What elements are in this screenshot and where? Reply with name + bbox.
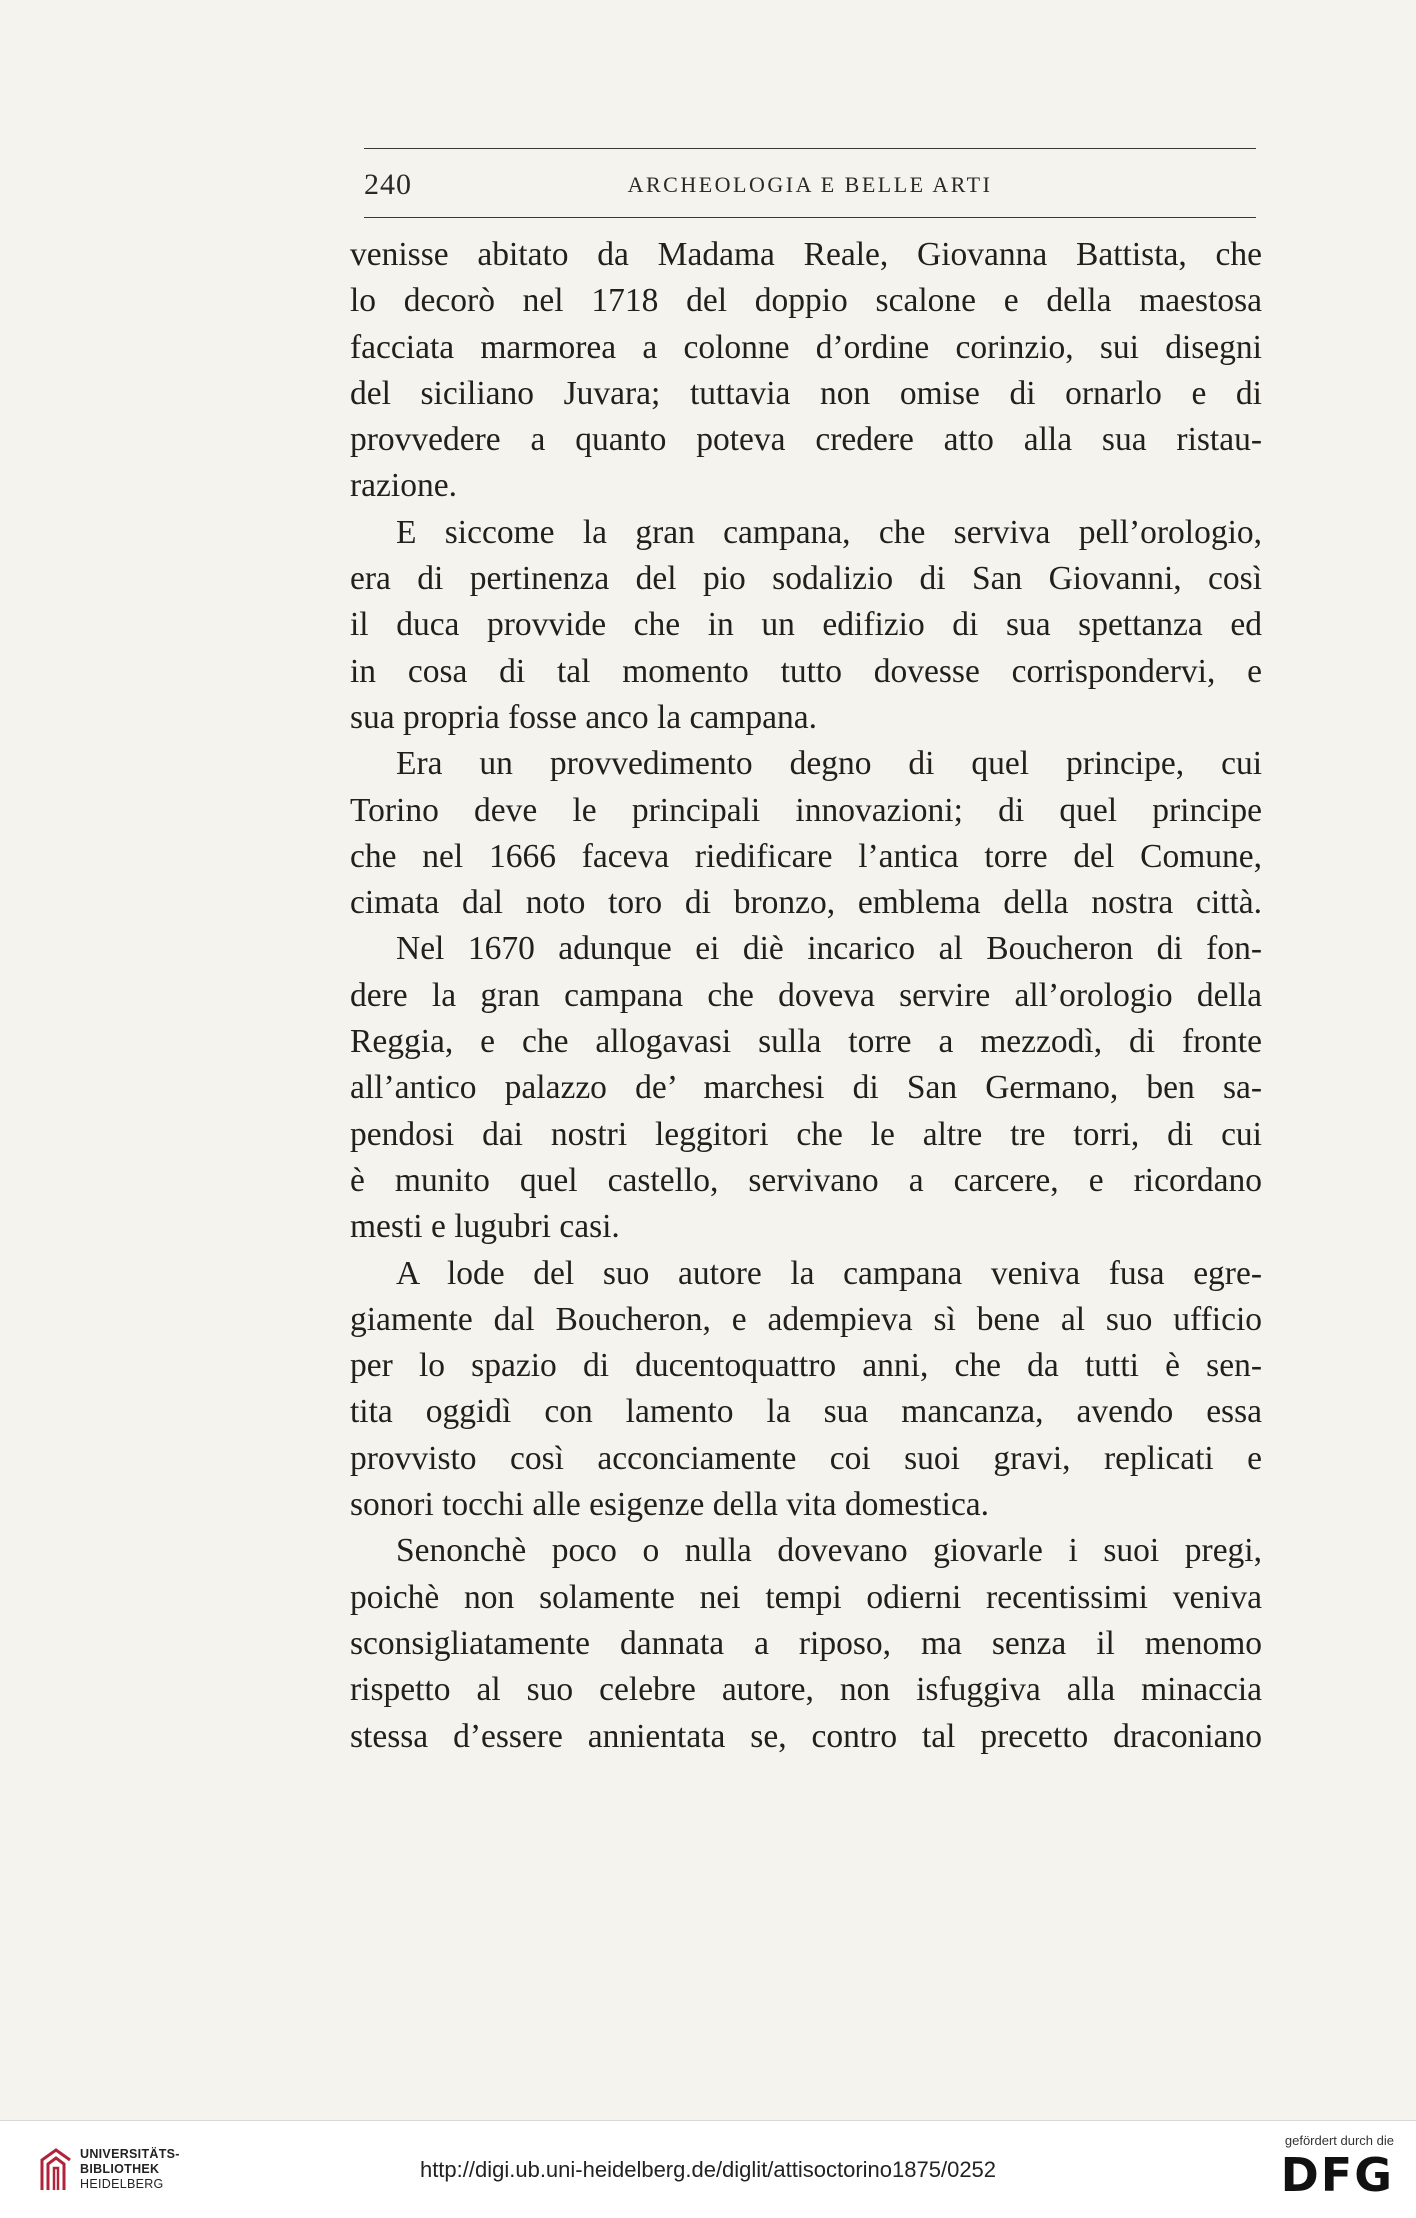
text-line: Nel 1670 adunque ei diè incarico al Boucheron di fon- (396, 930, 1262, 968)
header-rule-top (364, 148, 1256, 149)
text-line: provvisto così acconciamente coi suoi gravi, replicati e (350, 1439, 1262, 1477)
text-line: facciata marmorea a colonne d’ordine corinzio, sui disegni (350, 328, 1262, 366)
library-name-line: UNIVERSITÄTS- (80, 2147, 180, 2161)
library-name-line: HEIDELBERG (80, 2177, 164, 2191)
funding-notice (1254, 2133, 1394, 2202)
text-line: per lo spazio di ducentoquattro anni, che da tutti è sen- (350, 1347, 1262, 1385)
text-line: Era un provvedimento degno di quel principe, cui (396, 745, 1262, 783)
text-line: sconsigliatamente dannata a riposo, ma senza il menomo (350, 1624, 1262, 1662)
text-line: tita oggidì con lamento la sua mancanza, avendo essa (350, 1393, 1262, 1431)
text-line: poichè non solamente nei tempi odierni recentissimi veniva (350, 1578, 1262, 1616)
funded-by-label: gefördert durch die (1284, 2133, 1394, 2148)
text-line: che nel 1666 faceva riedificare l’antica torre del Comune, (350, 837, 1262, 875)
body-text (350, 232, 1262, 1760)
text-line: provvedere a quanto poteva credere atto alla sua ristau- (350, 421, 1262, 459)
dfg-logo: DFG (1280, 2148, 1394, 2202)
text-line: dere la gran campana che doveva servire all’orologio della (350, 976, 1262, 1014)
text-line: mesti e lugubri casi. (350, 1208, 620, 1246)
text-line: lo decorò nel 1718 del doppio scalone e della maestosa (350, 282, 1262, 320)
text-line: il duca provvide che in un edifizio di sua spettanza ed (350, 606, 1262, 644)
text-line: razione. (350, 467, 457, 505)
text-line: in cosa di tal momento tutto dovesse corrispondervi, e (350, 652, 1262, 690)
text-line: è munito quel castello, servivano a carcere, e ricordano (350, 1161, 1262, 1199)
permalink-url[interactable]: http://digi.ub.uni-heidelberg.de/diglit/attisoctorino1875/0252 (419, 2157, 997, 2182)
library-name-line: BIBLIOTHEK (80, 2162, 160, 2176)
viewer-footer (0, 2120, 1416, 2218)
text-line: venisse abitato da Madama Reale, Giovanna Battista, che (350, 236, 1262, 273)
page-number: 240 (364, 168, 412, 201)
text-line: stessa d’essere annientata se, contro tal precetto draconiano (350, 1717, 1262, 1755)
text-line: rispetto al suo celebre autore, non isfuggiva alla minaccia (350, 1671, 1262, 1709)
text-line: del siciliano Juvara; tuttavia non omise di ornarlo e di (350, 374, 1262, 412)
header-rule-bottom (364, 217, 1256, 218)
text-line: all’antico palazzo de’ marchesi di San Germano, ben sa- (350, 1069, 1262, 1107)
text-line: A lode del suo autore la campana veniva fusa egre- (396, 1254, 1262, 1292)
text-line: pendosi dai nostri leggitori che le altre tre torri, di cui (350, 1115, 1262, 1153)
text-line: Senonchè poco o nulla dovevano giovarle i suoi pregi, (396, 1532, 1262, 1570)
text-line: giamente dal Boucheron, e adempieva sì bene al suo ufficio (350, 1300, 1262, 1338)
running-head: ARCHEOLOGIA E BELLE ARTI (627, 172, 993, 197)
text-line: E siccome la gran campana, che serviva pell’orologio, (396, 513, 1262, 551)
text-line: sonori tocchi alle esigenze della vita domestica. (350, 1486, 990, 1524)
text-line: sua propria fosse anco la campana. (350, 698, 817, 736)
text-line: Reggia, e che allogavasi sulla torre a mezzodì, di fronte (350, 1023, 1262, 1061)
text-line: Torino deve le principali innovazioni; di quel principe (350, 791, 1262, 829)
text-line: cimata dal noto toro di bronzo, emblema della nostra città. (350, 884, 1262, 922)
page-header (364, 168, 1256, 202)
text-line: era di pertinenza del pio sodalizio di San Giovanni, così (350, 560, 1262, 598)
